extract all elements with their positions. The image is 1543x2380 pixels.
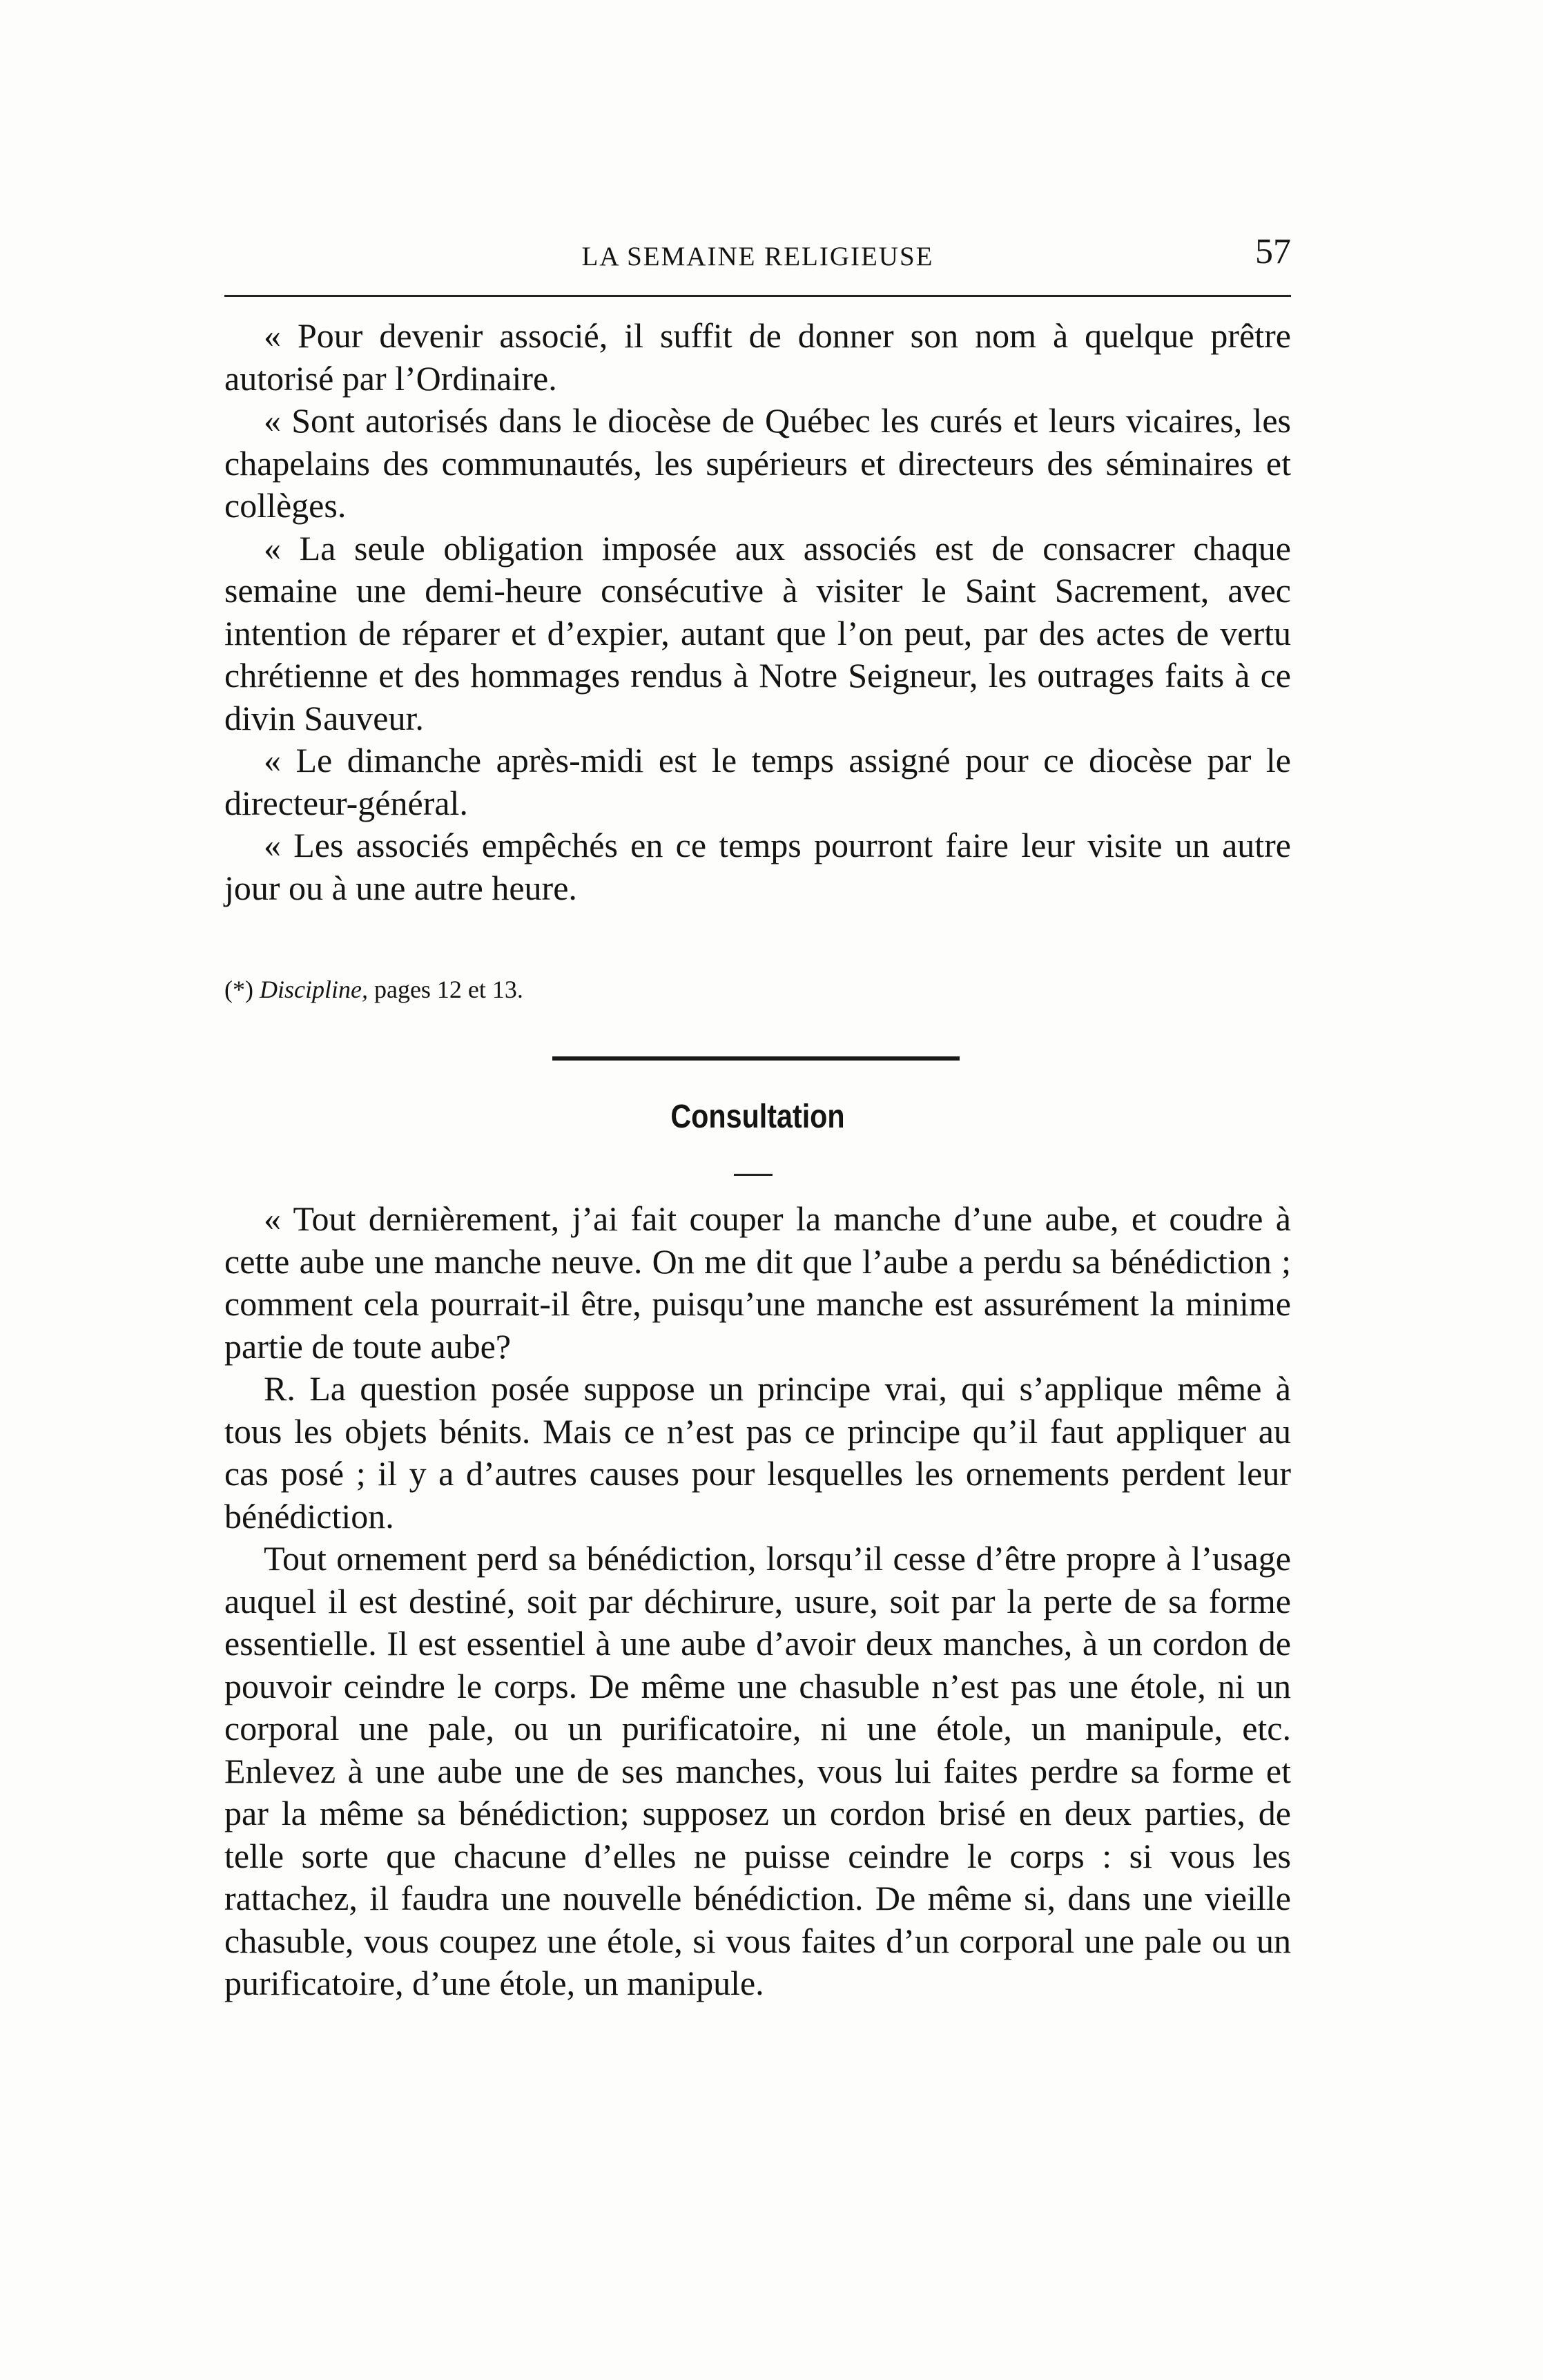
running-title: LA SEMAINE RELIGIEUSE: [581, 242, 934, 271]
consultation-text: [224, 1198, 1291, 2005]
section-divider: [552, 1056, 960, 1061]
paragraph: « Pour devenir associé, il suffit de donner son nom à quelque prêtre autorisé par l’Ordinaire.: [224, 316, 1291, 398]
paragraph: R. La question posée suppose un principe vrai, qui s’applique même à tous les objets bénits. Mais ce n’est pas ce principe qu’il faut appliquer au cas posé ; il y a d’autres causes pour lesquelles les ornements perdent leur bénédiction.: [224, 1369, 1291, 1536]
header-rule: [224, 295, 1291, 297]
footnote: [224, 975, 1291, 1004]
paragraph: Tout ornement perd sa bénédiction, lorsqu’il cesse d’être propre à l’usage auquel il est destiné, soit par déchirure, usure, soit par la perte de sa forme essentielle. Il est essentiel à une aube d’avoir deux manches, à un cordon de pouvoir ceindre le corps. De même une chasuble n’est pas une étole, ni un corporal une pale, ou un purificatoire, ni une étole, un manipule, etc. Enlevez à une aube une de ses manches, vous lui faites perdre sa forme et par la même sa bénédiction; supposez un cordon brisé en deux parties, de telle sorte que chacune d’elles ne puisse ceindre le corps : si vous les rattachez, il faudra une nouvelle bénédiction. De même si, dans une vieille chasuble, vous coupez une étole, si vous faites d’un corporal une pale ou un purificatoire, d’une étole, un manipule.: [224, 1539, 1291, 2002]
paragraph: « Tout dernièrement, j’ai fait couper la manche d’une aube, et coudre à cette aube une manche neuve. On me dit que l’aube a perdu sa bénédiction ; comment cela pourrait-il être, puisqu’une manche est assurément la minime partie de toute aube?: [224, 1199, 1291, 1366]
paragraph: « Sont autorisés dans le diocèse de Québec les curés et leurs vicaires, les chapelains des communautés, les supérieurs et directeurs des séminaires et collèges.: [224, 401, 1291, 525]
heading-dash: [734, 1174, 773, 1176]
footnote-work: Discipline,: [259, 976, 368, 1003]
paragraph: « La seule obligation imposée aux associés est de consacrer chaque semaine une demi-heure consécutive à visiter le Saint Sacrement, avec intention de réparer et d’expier, autant que l’on peut, par des actes de vertu chrétienne et des hommages rendus à Notre Seigneur, les outrages faits à ce divin Sauveur.: [224, 528, 1291, 737]
paragraph: « Les associés empêchés en ce temps pourront faire leur visite un autre jour ou à une autre heure.: [224, 826, 1291, 907]
running-head: [224, 231, 1291, 287]
page-number: 57: [1255, 232, 1291, 271]
paragraph: « Le dimanche après-midi est le temps assigné pour ce diocèse par le directeur-général.: [224, 741, 1291, 822]
footnote-marker: (*): [224, 976, 253, 1003]
intro-text: [224, 315, 1291, 909]
footnote-pages: pages 12 et 13.: [373, 976, 523, 1003]
section-heading: Consultation: [670, 1099, 845, 1135]
